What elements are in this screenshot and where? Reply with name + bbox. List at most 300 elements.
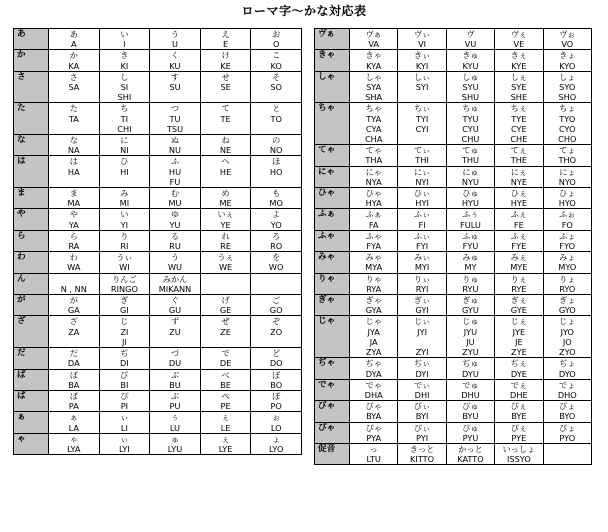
kana-cell xyxy=(99,29,150,50)
kana-cell xyxy=(49,230,100,251)
kana-cell xyxy=(543,188,591,209)
kana-text: せ xyxy=(221,71,230,82)
kana-text: ぉ xyxy=(272,412,281,423)
romaji-text: PYA xyxy=(366,432,382,443)
kana-text: ヴぇ xyxy=(510,29,527,39)
row-header: ぁ xyxy=(14,412,49,433)
romaji-text xyxy=(398,337,445,347)
kana-cell xyxy=(398,230,446,251)
kana-text: い xyxy=(120,209,129,220)
romaji-text: TA xyxy=(68,113,79,124)
kana-cell xyxy=(398,401,446,422)
kana-text: ちょ xyxy=(559,103,576,114)
kana-text: ご xyxy=(272,295,281,306)
kana-text: あ xyxy=(69,29,78,39)
kana-cell xyxy=(99,316,150,348)
kana-cell xyxy=(495,166,543,187)
romaji-text: LYU xyxy=(167,443,183,454)
romaji-text: DU xyxy=(168,358,182,369)
kana-cell xyxy=(200,252,251,273)
kana-cell xyxy=(398,166,446,187)
row-header: ぴゃ xyxy=(315,422,350,443)
romaji-text: U xyxy=(171,39,178,50)
kana-text: ぴょ xyxy=(559,422,576,433)
romaji-text: SYA xyxy=(366,82,382,93)
kana-text: わ xyxy=(69,252,78,263)
kana-cell xyxy=(150,348,201,369)
romaji-text: VE xyxy=(513,39,525,50)
kana-text: ぴ xyxy=(120,390,129,401)
table-row xyxy=(315,443,592,464)
row-header: わ xyxy=(14,252,49,273)
romaji-text: SYI xyxy=(415,82,429,93)
kana-cell xyxy=(49,209,100,230)
table-row xyxy=(315,358,592,379)
row-header: きゃ xyxy=(315,50,350,71)
kana-cell xyxy=(251,156,302,188)
romaji-text: HYA xyxy=(365,198,382,209)
kana-cell xyxy=(251,50,302,71)
kana-text: じ xyxy=(120,316,129,327)
kana-text: ふ xyxy=(170,156,180,167)
kana-text: ぇ xyxy=(221,433,230,444)
romaji-text: YA xyxy=(68,219,79,230)
kana-text: つ xyxy=(170,103,180,114)
table-row xyxy=(14,209,302,230)
kana-text: でょ xyxy=(559,379,576,390)
kana-cell xyxy=(543,145,591,166)
romaji-text: DYO xyxy=(558,368,576,379)
kana-text: ら xyxy=(69,230,78,241)
kana-cell xyxy=(99,295,150,316)
kana-cell xyxy=(251,209,302,230)
kana-cell xyxy=(49,71,100,103)
kana-cell xyxy=(99,348,150,369)
kana-text: り xyxy=(120,230,129,241)
kana-text: でぃ xyxy=(413,379,431,390)
kana-text: さ xyxy=(69,71,78,82)
kana-cell xyxy=(398,273,446,294)
romaji-text: BYA xyxy=(366,411,382,422)
romaji-text: O xyxy=(272,39,280,50)
kana-text: みぃ xyxy=(414,252,431,263)
kana-text xyxy=(201,274,251,284)
romaji-text: SYO xyxy=(559,82,576,93)
kana-cell xyxy=(150,273,201,294)
romaji-text: MYE xyxy=(510,262,528,273)
kana-text: ぢぇ xyxy=(510,358,528,369)
romaji-text: JYO xyxy=(560,326,574,337)
kana-cell xyxy=(543,316,591,358)
kana-cell xyxy=(543,358,591,379)
romaji-text: LYO xyxy=(268,443,284,454)
kana-text: ぢゃ xyxy=(365,358,382,369)
table-row xyxy=(315,71,592,103)
kana-text: きぇ xyxy=(510,50,528,61)
kana-text: りぇ xyxy=(510,273,528,284)
row-header: ば xyxy=(14,369,49,390)
kana-text: うぇ xyxy=(217,252,234,263)
kana-cell xyxy=(200,188,251,209)
kana-cell xyxy=(350,103,398,145)
kana-cell xyxy=(446,443,494,464)
romaji-text: FYO xyxy=(559,241,576,252)
table-row xyxy=(14,188,302,209)
romaji-text: FYA xyxy=(366,241,382,252)
kana-cell xyxy=(350,316,398,358)
romaji-text: GYO xyxy=(558,305,576,316)
romaji-text xyxy=(251,284,301,294)
kana-cell xyxy=(150,50,201,71)
table-row xyxy=(14,390,302,411)
romaji-text: KA xyxy=(68,60,80,71)
romaji-text: SA xyxy=(68,82,80,93)
row-header: みゃ xyxy=(315,252,350,273)
kana-text: りぃ xyxy=(413,273,431,284)
romaji-text: PYE xyxy=(511,432,527,443)
romaji-text: SHE xyxy=(510,92,528,103)
romaji-text: MA xyxy=(67,198,81,209)
kana-text: ふぁ xyxy=(365,209,382,220)
romaji-text: DHE xyxy=(510,389,528,400)
kana-text: てぃ xyxy=(413,145,431,156)
romaji-text: TYI xyxy=(415,113,429,124)
romaji-text: PE xyxy=(220,401,231,412)
romaji-text: BYU xyxy=(462,411,479,422)
romaji-text: NYO xyxy=(558,176,576,187)
romaji-text: GE xyxy=(219,305,232,316)
kana-text: し xyxy=(120,71,129,82)
row-header: か xyxy=(14,50,49,71)
kana-cell xyxy=(398,103,446,145)
romaji-text: RYA xyxy=(366,283,382,294)
kana-text: にょ xyxy=(559,166,576,177)
kana-cell xyxy=(495,358,543,379)
kana-text: は xyxy=(69,156,78,167)
kana-text: ちぇ xyxy=(510,103,528,114)
kana-text: や xyxy=(69,209,78,220)
romaji-text: TYO xyxy=(559,113,576,124)
kana-cell xyxy=(251,390,302,411)
kana-cell xyxy=(350,252,398,273)
kana-text: ほ xyxy=(272,156,281,167)
romaji-text: CHI xyxy=(117,123,132,134)
row-header: ふゃ xyxy=(315,230,350,251)
kana-text: ぽ xyxy=(272,390,281,401)
romaji-text: SI xyxy=(120,82,129,93)
romaji-text: ZYU xyxy=(462,347,479,358)
romaji-text: KI xyxy=(120,60,129,71)
kana-cell xyxy=(99,71,150,103)
kana-text: ちゃ xyxy=(365,103,382,114)
romaji-text: FU xyxy=(169,176,181,187)
kana-cell xyxy=(495,145,543,166)
kana-text: ヴぁ xyxy=(365,29,382,39)
kana-cell xyxy=(398,145,446,166)
romaji-text: CYO xyxy=(558,123,576,134)
romaji-text: CYA xyxy=(365,123,382,134)
romaji-text: DHO xyxy=(557,389,577,400)
romaji-text: KYO xyxy=(559,60,576,71)
romaji-text: THU xyxy=(461,155,480,166)
kana-cell xyxy=(446,50,494,71)
romaji-text: ME xyxy=(219,198,232,209)
kana-cell xyxy=(350,209,398,230)
kana-text: と xyxy=(272,103,281,114)
kana-cell xyxy=(200,390,251,411)
kana-text: ぴぇ xyxy=(510,422,528,433)
kana-text: ぢょ xyxy=(559,358,576,369)
kana-cell xyxy=(150,390,201,411)
kana-text: ま xyxy=(69,188,78,199)
romaji-text: BA xyxy=(68,379,80,390)
kana-text: う xyxy=(170,252,180,263)
kana-cell xyxy=(543,71,591,103)
kana-text: みゃ xyxy=(365,252,382,263)
kana-cell xyxy=(398,252,446,273)
romaji-text: KO xyxy=(270,60,282,71)
kana-cell xyxy=(543,209,591,230)
kana-cell xyxy=(49,50,100,71)
romaji-text: DE xyxy=(219,358,232,369)
romaji-text: PI xyxy=(120,401,129,412)
kana-cell xyxy=(543,103,591,145)
romaji-text: TI xyxy=(120,113,129,124)
kana-cell xyxy=(99,103,150,135)
romaji-text: NYA xyxy=(365,176,382,187)
kana-text: ふゅ xyxy=(462,230,479,241)
romaji-text: LYA xyxy=(67,443,81,454)
kana-cell xyxy=(99,412,150,433)
romaji-text: DYU xyxy=(462,368,479,379)
kana-text: き xyxy=(120,50,129,61)
kana-text: む xyxy=(170,188,180,199)
kana-text: く xyxy=(170,50,180,61)
kana-text: ぢゅ xyxy=(462,358,479,369)
kana-cell xyxy=(495,295,543,316)
kana-cell xyxy=(251,316,302,348)
kana-cell xyxy=(350,401,398,422)
table-row xyxy=(14,29,302,50)
kana-text: ぢ xyxy=(120,348,129,359)
kana-text: ぎぇ xyxy=(510,295,528,306)
kana-text: で xyxy=(221,348,230,359)
kana-cell xyxy=(495,379,543,400)
kana-cell xyxy=(150,29,201,50)
romaji-text: SHA xyxy=(365,92,383,103)
row-header: ちゃ xyxy=(315,103,350,145)
kana-text: づ xyxy=(170,348,180,359)
romaji-text: JE xyxy=(515,336,523,347)
kana-cell xyxy=(200,50,251,71)
kana-text: しゅ xyxy=(462,71,479,82)
romaji-text: SE xyxy=(220,82,231,93)
romaji-text: MYO xyxy=(558,262,577,273)
kana-text: ぎゅ xyxy=(462,295,479,306)
kana-text: か xyxy=(69,50,78,61)
romaji-text: RINGO xyxy=(110,283,138,294)
romaji-text: DO xyxy=(269,358,283,369)
table-row xyxy=(14,156,302,188)
kana-text: にぃ xyxy=(413,166,431,177)
kana-cell xyxy=(446,358,494,379)
table-row xyxy=(14,412,302,433)
kana-cell xyxy=(200,156,251,188)
kana-text: きゅ xyxy=(462,50,479,61)
romaji-text: KITTO xyxy=(410,454,435,465)
kana-text: れ xyxy=(221,230,230,241)
kana-cell xyxy=(49,273,100,294)
romaji-text: MYA xyxy=(365,262,383,273)
romaji-text: TYU xyxy=(462,113,479,124)
kana-text: な xyxy=(69,135,78,146)
kana-text: ぶ xyxy=(170,369,180,380)
kana-cell xyxy=(200,433,251,454)
row-header: な xyxy=(14,135,49,156)
kana-cell xyxy=(150,412,201,433)
table-row xyxy=(14,230,302,251)
romaji-text: ZA xyxy=(68,326,80,337)
row-header: にゃ xyxy=(315,166,350,187)
kana-text: そ xyxy=(272,71,281,82)
kana-text: ぎょ xyxy=(559,295,576,306)
kana-cell xyxy=(495,188,543,209)
kana-cell xyxy=(446,103,494,145)
kana-cell xyxy=(398,316,446,358)
kana-cell xyxy=(251,369,302,390)
romaji-text: MY xyxy=(464,262,477,273)
kana-text: ふぉ xyxy=(559,209,576,220)
romaji-text: ISSYO xyxy=(506,454,531,465)
table-row xyxy=(315,252,592,273)
kana-cell xyxy=(251,348,302,369)
romaji-text: GO xyxy=(269,305,283,316)
romaji-text: SO xyxy=(270,82,283,93)
romaji-text: ZU xyxy=(169,326,181,337)
romaji-text: BYE xyxy=(511,411,527,422)
kana-cell xyxy=(251,188,302,209)
kana-text: みゅ xyxy=(462,252,479,263)
kana-text: っ xyxy=(369,443,378,454)
kana-text: え xyxy=(221,29,230,39)
kana-cell xyxy=(543,401,591,422)
kana-cell xyxy=(49,103,100,135)
romaji-text: DYI xyxy=(415,368,429,379)
kana-cell xyxy=(398,422,446,443)
kana-cell xyxy=(398,188,446,209)
kana-cell xyxy=(495,209,543,230)
kana-text: を xyxy=(272,252,281,263)
kana-cell xyxy=(543,230,591,251)
kana-cell xyxy=(350,295,398,316)
kana-text: ぃ xyxy=(120,433,129,444)
romaji-text: HU xyxy=(168,166,182,177)
kana-cell xyxy=(446,230,494,251)
kana-text: ふぇ xyxy=(510,209,528,220)
kana-cell xyxy=(99,188,150,209)
row-header: びゃ xyxy=(315,401,350,422)
romaji-text: PYI xyxy=(415,432,429,443)
row-header: ひゃ xyxy=(315,188,350,209)
kana-text: ぃ xyxy=(120,412,129,423)
kana-text: てょ xyxy=(559,145,576,156)
romaji-text: DHI xyxy=(414,389,430,400)
kana-cell xyxy=(251,252,302,273)
table-row xyxy=(315,166,592,187)
romaji-text: TYA xyxy=(366,113,382,124)
kana-text: ぬ xyxy=(170,135,180,146)
romaji-text: ZO xyxy=(270,326,283,337)
kana-text: りゅ xyxy=(462,273,479,284)
kana-cell xyxy=(495,230,543,251)
kana-cell xyxy=(49,369,100,390)
kana-text: いっしょ xyxy=(502,443,536,454)
kana-text: ろ xyxy=(272,230,281,241)
kana-cell xyxy=(49,188,100,209)
romaji-text: WU xyxy=(167,262,183,273)
kana-cell xyxy=(446,71,494,103)
kana-text: しゃ xyxy=(365,71,382,82)
table-row xyxy=(315,379,592,400)
kana-cell xyxy=(200,295,251,316)
romaji-text: RE xyxy=(220,241,232,252)
romaji-text: BE xyxy=(220,379,231,390)
kana-text: うぃ xyxy=(116,252,133,263)
romaji-text: VU xyxy=(464,39,477,50)
kana-text: ふぃ xyxy=(413,209,431,220)
romaji-text: RU xyxy=(169,241,181,252)
row-header: た xyxy=(14,103,49,135)
romaji-text: N , NN xyxy=(60,283,87,294)
table-row xyxy=(14,103,302,135)
kana-text: ひぇ xyxy=(510,188,528,199)
romaji-text: KYE xyxy=(511,60,527,71)
kana-text: ふぅ xyxy=(462,209,479,220)
kana-cell xyxy=(49,135,100,156)
romaji-text: RA xyxy=(68,241,80,252)
kana-text: じぇ xyxy=(510,316,528,327)
romaji-text: WA xyxy=(67,262,81,273)
kana-cell xyxy=(446,316,494,358)
table-row xyxy=(315,230,592,251)
kana-cell xyxy=(495,29,543,50)
kana-text: ふぇ xyxy=(510,230,528,241)
kana-text: みぇ xyxy=(510,252,528,263)
romaji-text: LU xyxy=(169,422,181,433)
kana-text: じょ xyxy=(559,316,576,327)
kana-cell xyxy=(495,401,543,422)
kana-cell xyxy=(543,422,591,443)
romaji-text: GYA xyxy=(365,305,382,316)
kana-cell xyxy=(99,156,150,188)
kana-text: じゃ xyxy=(365,316,382,327)
kana-cell xyxy=(150,295,201,316)
kana-text: かっと xyxy=(458,443,483,454)
kana-text: ぷ xyxy=(170,390,180,401)
kana-text: み xyxy=(120,188,129,199)
kana-cell xyxy=(200,103,251,135)
kana-text: ひゅ xyxy=(462,188,479,199)
kana-cell xyxy=(49,156,100,188)
table-row xyxy=(315,29,592,50)
kana-cell xyxy=(495,273,543,294)
kana-text: い xyxy=(120,29,129,39)
romaji-text: RYE xyxy=(511,283,527,294)
row-header: ん xyxy=(14,273,49,294)
kana-cell xyxy=(350,71,398,103)
kana-cell xyxy=(251,71,302,103)
romaji-text: KYI xyxy=(415,60,429,71)
